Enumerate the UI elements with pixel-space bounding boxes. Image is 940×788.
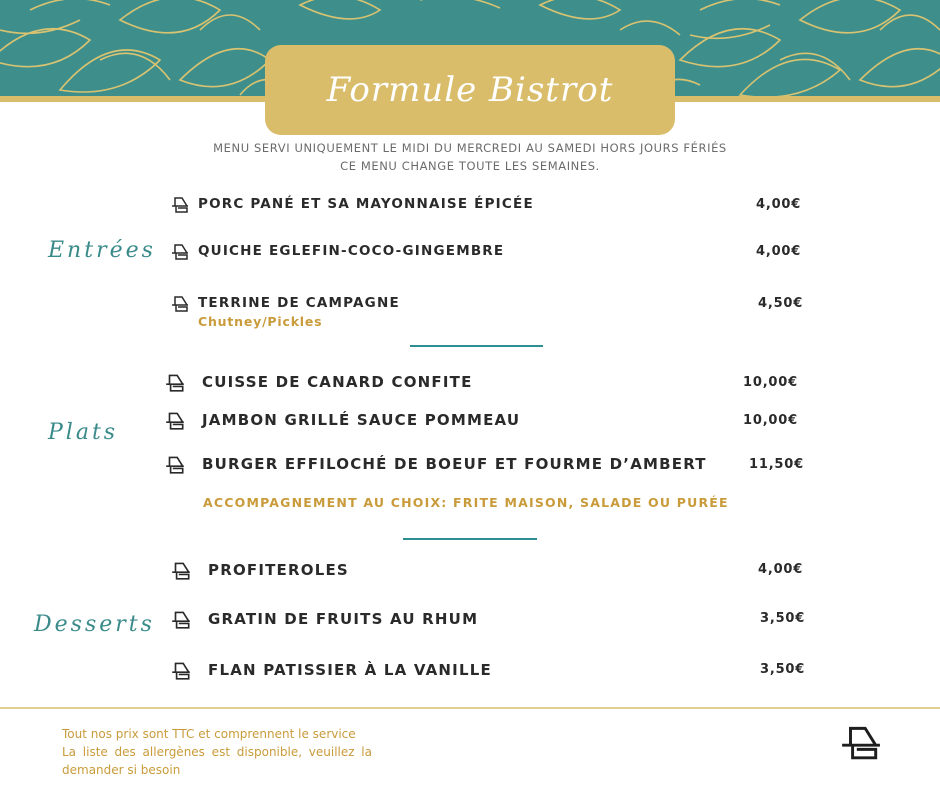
house-logo-icon — [164, 410, 186, 430]
section-label-desserts: Desserts — [34, 612, 155, 637]
house-logo-icon — [170, 609, 192, 629]
list-item — [170, 660, 492, 680]
item-name: PROFITEROLES — [208, 561, 349, 579]
item-price: 11,50€ — [749, 457, 804, 472]
list-item — [164, 410, 520, 430]
list-item — [164, 454, 707, 474]
accompaniment-note: ACCOMPAGNEMENT AU CHOIX: FRITE MAISON, SALADE OU PURÉE — [203, 495, 729, 510]
item-name: PORC PANÉ ET SA MAYONNAISE ÉPICÉE — [198, 196, 534, 212]
house-logo-icon — [164, 454, 186, 474]
page-title: Formule Bistrot — [326, 70, 614, 110]
footer-allergen-note: La liste des allergènes est disponible, veuillez la demander si besoin — [62, 745, 372, 777]
item-price: 4,00€ — [756, 244, 802, 259]
house-logo-icon — [170, 294, 190, 312]
section-divider — [410, 345, 543, 347]
list-item — [170, 195, 534, 213]
item-price: 3,50€ — [760, 662, 806, 677]
item-name: TERRINE DE CAMPAGNE — [198, 295, 400, 311]
house-logo-icon — [170, 242, 190, 260]
list-item — [170, 294, 400, 312]
item-name: CUISSE DE CANARD CONFITE — [202, 373, 473, 391]
list-item — [170, 560, 349, 580]
house-logo-icon — [164, 372, 186, 392]
house-logo-icon — [170, 195, 190, 213]
title-badge — [265, 45, 675, 135]
section-label-plats: Plats — [48, 420, 119, 445]
house-logo-icon — [840, 722, 882, 760]
house-logo-icon — [170, 660, 192, 680]
service-notice: MENU SERVI UNIQUEMENT LE MIDI DU MERCREDI AU SAMEDI HORS JOURS FÉRIÉS — [213, 141, 727, 155]
item-name: QUICHE EGLEFIN-COCO-GINGEMBRE — [198, 243, 505, 259]
item-name: GRATIN DE FRUITS AU RHUM — [208, 610, 479, 628]
item-price: 10,00€ — [743, 375, 798, 390]
item-price: 4,50€ — [758, 296, 804, 311]
list-item — [164, 372, 473, 392]
house-logo-icon — [170, 560, 192, 580]
item-price: 4,00€ — [758, 562, 804, 577]
section-label-entrees: Entrées — [48, 238, 156, 263]
list-item — [170, 242, 504, 260]
item-subtitle: Chutney/Pickles — [198, 314, 323, 329]
footer-notes — [62, 725, 372, 779]
footer-divider — [0, 707, 940, 709]
weekly-change-notice: CE MENU CHANGE TOUTE LES SEMAINES. — [340, 159, 600, 173]
item-price: 4,00€ — [756, 197, 802, 212]
item-price: 3,50€ — [760, 611, 806, 626]
item-name: BURGER EFFILOCHÉ DE BOEUF ET FOURME D’AMBERT — [202, 455, 707, 473]
item-name: JAMBON GRILLÉ SAUCE POMMEAU — [202, 411, 521, 429]
footer-price-note: Tout nos prix sont TTC et comprennent le service — [62, 727, 356, 741]
section-divider — [403, 538, 537, 540]
item-name: FLAN PATISSIER À LA VANILLE — [208, 661, 492, 679]
list-item — [170, 609, 478, 629]
item-price: 10,00€ — [743, 413, 798, 428]
